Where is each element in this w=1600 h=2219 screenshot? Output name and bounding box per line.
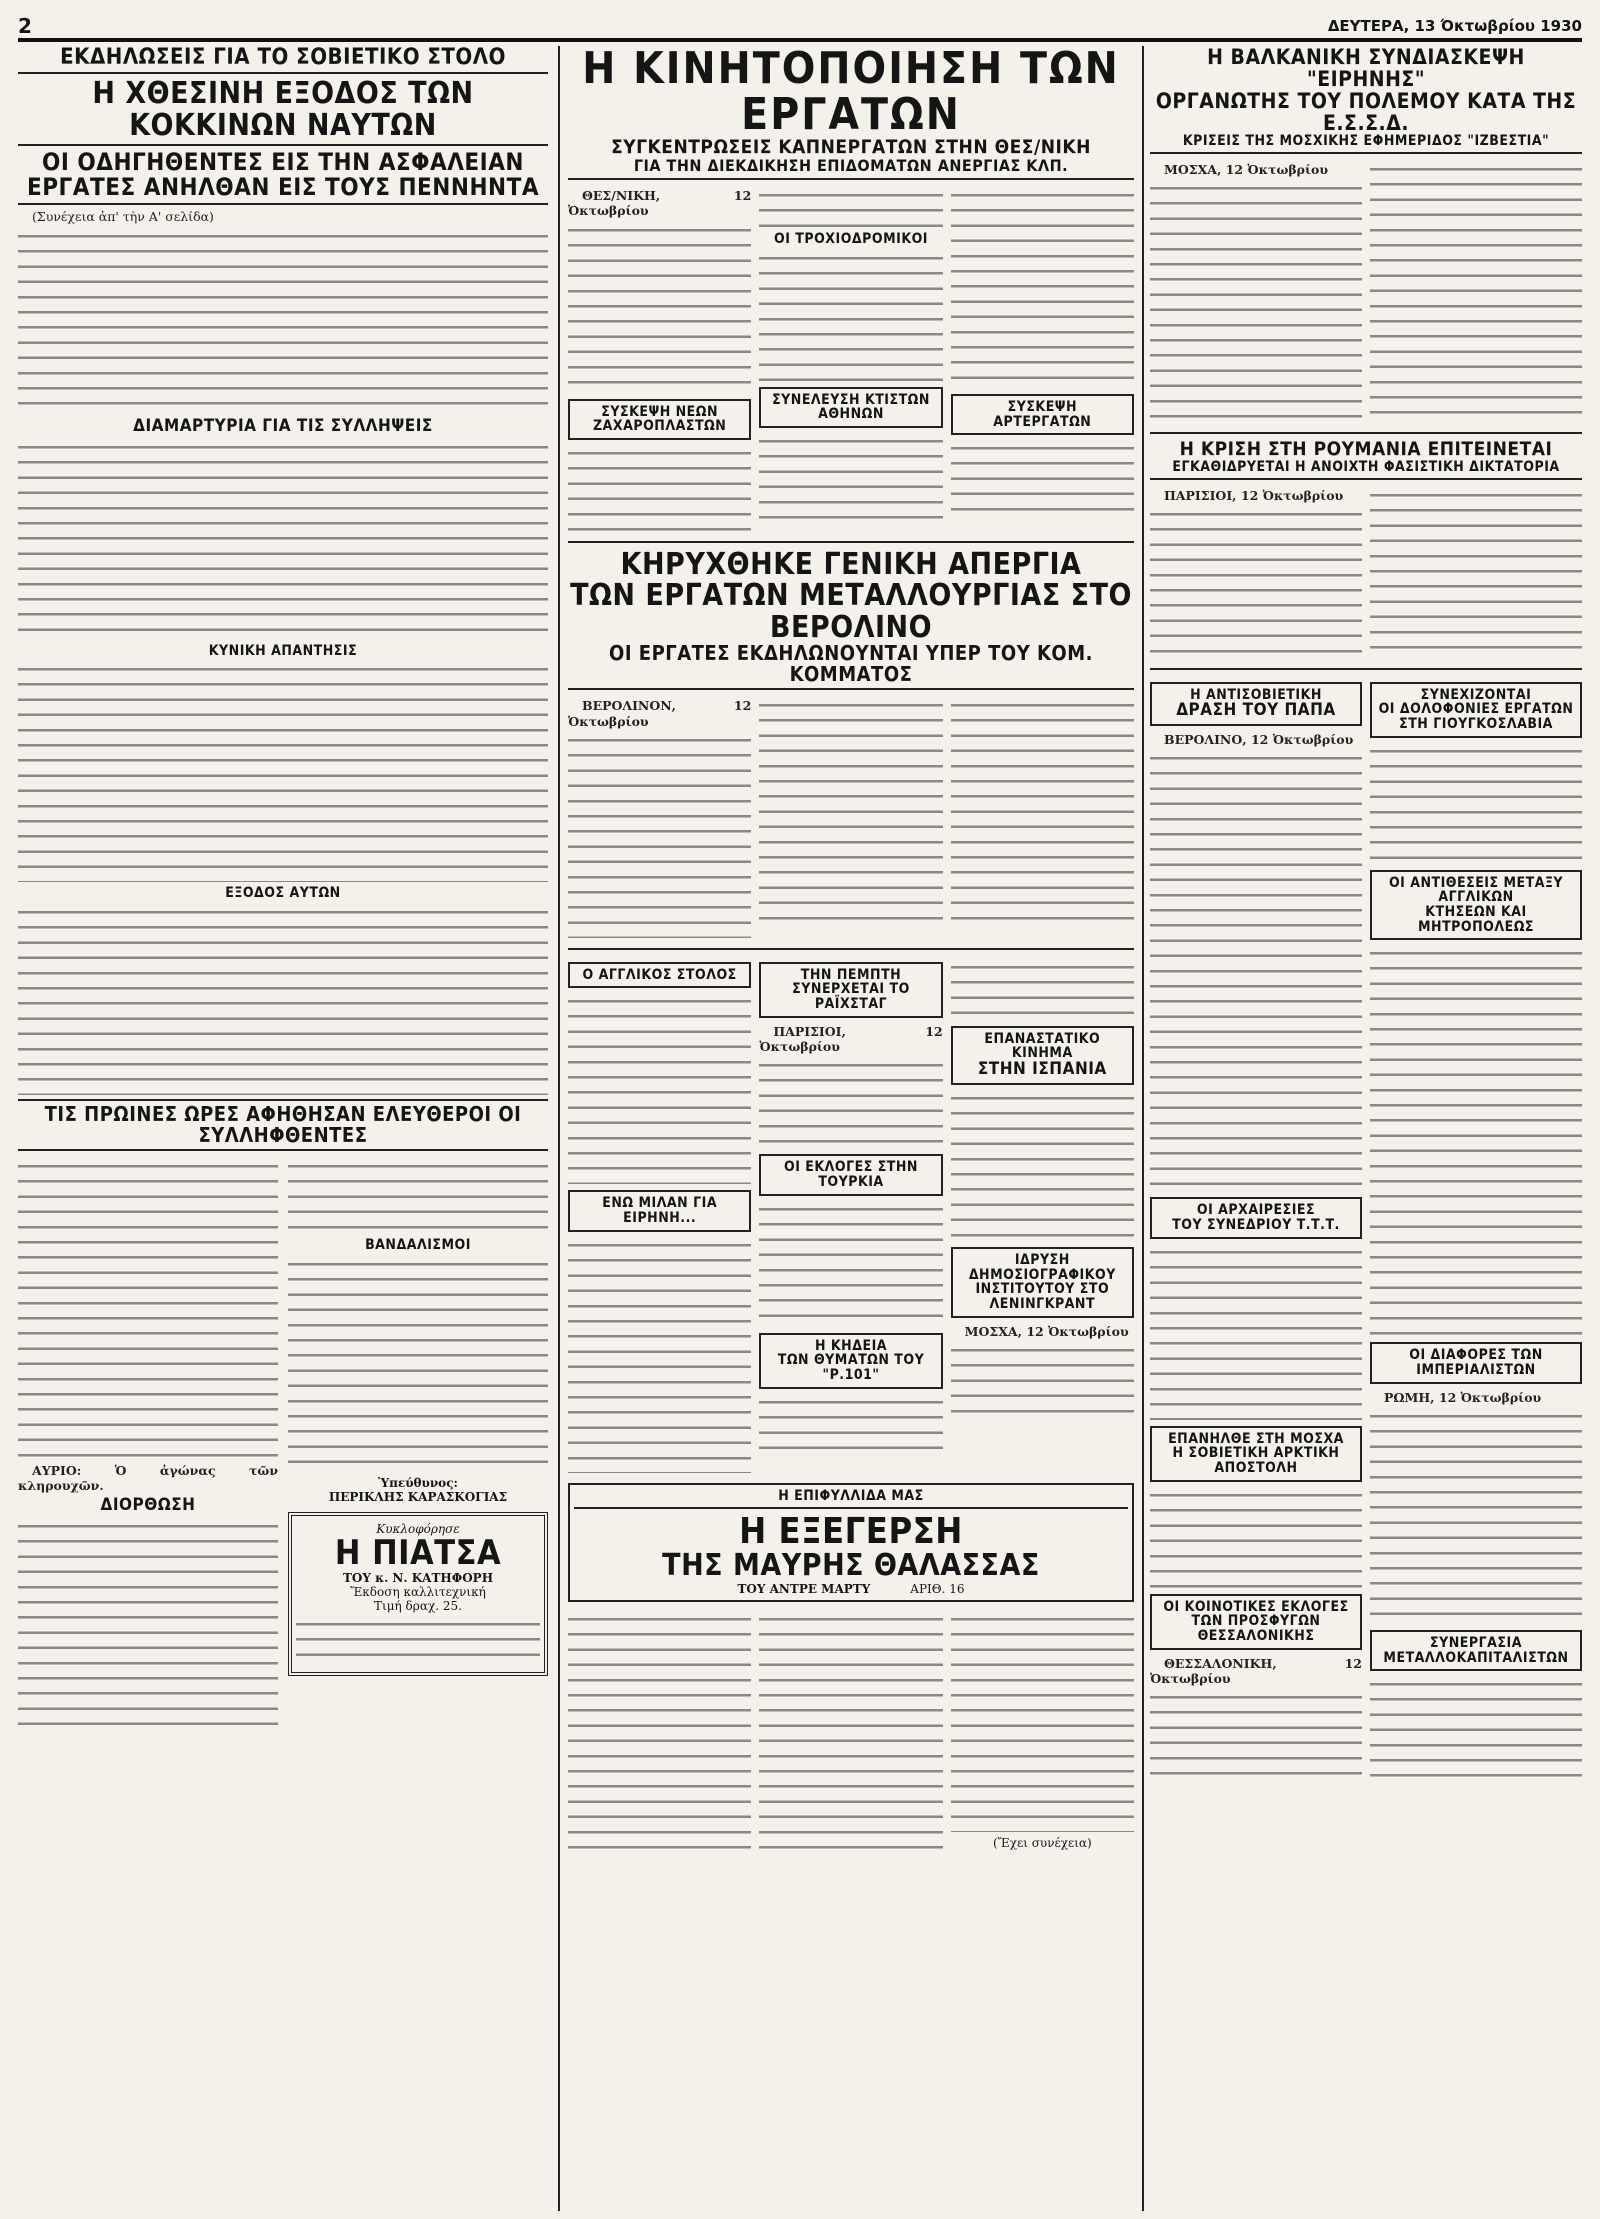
serial-author: ΤΟΥ ΑΝΤΡΕ ΜΑΡΤΥ — [737, 1581, 871, 1596]
subhead-english-possessions: ΟΙ ΑΝΤΙΘΕΣΕΙΣ ΜΕΤΑΞΥ ΑΓΓΛΙΚΩΝ — [1388, 874, 1564, 906]
serial-continue: (Ἔχει συνέχεια) — [992, 1835, 1092, 1850]
serial-kicker: Η ΕΠΙΦΥΛΛΙΔΑ ΜΑΣ — [574, 1489, 1128, 1509]
dateline-paris: ΠΑΡΙΣΙΟΙ, 12 Ὀκτωβρίου — [759, 1023, 943, 1055]
serial-title-2: ΤΗΣ ΜΑΥΡΗΣ ΘΑΛΑΣΣΑΣ — [662, 1548, 1040, 1584]
subhead-fascist-dictatorship: ΕΓΚΑΘΙΔΡΥΕΤΑΙ Η ΑΝΟΙΧΤΗ ΦΑΣΙΣΤΙΚΗ ΔΙΚΤΑΤΟΡΙΑ — [1150, 460, 1582, 480]
article-text-block — [18, 662, 548, 882]
subhead-correction: ΔΙΟΡΘΩΣΗ — [100, 1495, 196, 1516]
article-text-block — [759, 698, 942, 923]
dateline-thessaloniki: ΘΕΣΣΑΛΟΝΙΚΗ, 12 Ὀκτωβρίου — [1150, 1655, 1362, 1686]
editor-label: Ὑπεύθυνος: — [378, 1475, 458, 1490]
dateline-moscow: ΜΟΣΧΑ, 12 Ὀκτωβρίου — [964, 1323, 1129, 1339]
pope-box — [1150, 682, 1362, 727]
subhead-reichstag: ΣΥΝΕΡΧΕΤΑΙ ΤΟ ΡΑΪΧΣΤΑΓ — [792, 981, 910, 1013]
dateline-paris: ΠΑΡΙΣΙΟΙ, 12 Ὀκτωβρίου — [1164, 487, 1344, 503]
turkey-box — [759, 1154, 942, 1195]
subhead-thursday: ΤΗΝ ΠΕΜΠΤΗ — [800, 966, 902, 983]
article-text-block — [18, 440, 548, 640]
article-text-block — [568, 223, 751, 393]
subhead-community-elections: ΟΙ ΚΟΙΝΟΤΙΚΕΣ ΕΚΛΟΓΕΣ — [1163, 1598, 1349, 1615]
editor-name: ΠΕΡΙΚΛΗΣ ΚΑΡΑΣΚΟΓΙΑΣ — [328, 1489, 508, 1504]
subhead-journalism: ΙΔΡΥΣΗ ΔΗΜΟΣΙΟΓΡΑΦΙΚΟΥ — [968, 1252, 1116, 1283]
serial-number: ΑΡΙΘ. 16 — [910, 1581, 965, 1596]
subhead-spain: ΣΤΗΝ ΙΣΠΑΝΙΑ — [977, 1059, 1107, 1080]
headline-released: ΤΙΣ ΠΡΩΙΝΕΣ ΩΡΕΣ ΑΦΗΘΗΣΑΝ ΕΛΕΥΘΕΡΟΙ ΟΙ ΣΥΛΛΗΦΘΕΝΤΕΣ — [18, 1099, 548, 1151]
article-text-block — [951, 1612, 1134, 1832]
article-text-block — [951, 1343, 1134, 1413]
column-rule — [1142, 46, 1144, 2211]
subhead-yugoslavia: ΣΤΗ ΓΙΟΥΓΚΟΣΛΑΒΙΑ — [1399, 715, 1553, 732]
subhead-continuing: ΣΥΝΕΧΙΖΟΝΤΑΙ — [1420, 686, 1532, 703]
dateline-berlin: ΒΕΡΟΛΙΝΟΝ, 12 Ὀκτωβρίου — [568, 698, 752, 729]
subhead-vandalism: ΒΑΝΔΑΛΙΣΜΟΙ — [365, 1236, 471, 1253]
peace-box — [568, 1190, 751, 1231]
subhead-confectioners: ΣΥΣΚΕΨΗ ΝΕΩΝ ΖΑΧΑΡΟΠΛΑΣΤΩΝ — [593, 403, 727, 435]
headline-soviet-fleet: ΕΚΔΗΛΩΣΕΙΣ ΓΙΑ ΤΟ ΣΟΒΙΕΤΙΚΟ ΣΤΟΛΟ — [18, 46, 548, 74]
article-text-block — [18, 229, 548, 414]
divider — [1150, 432, 1582, 434]
article-text-block — [1370, 488, 1582, 658]
intro-line: (Συνέχεια ἀπ' τὴν Α' σελίδα) — [32, 209, 214, 225]
news-block — [1150, 676, 1582, 1792]
serial-text — [568, 1608, 1134, 1856]
article-text-block — [759, 1612, 942, 1852]
article-text-block — [1150, 507, 1362, 657]
column-middle — [568, 46, 1134, 2211]
page-header — [18, 14, 1582, 42]
article-text-block — [759, 251, 942, 381]
subhead-english-fleet: Ο ΑΓΓΛΙΚΟΣ ΣΤΟΛΟΣ — [582, 966, 737, 983]
article-text-block — [759, 1058, 942, 1148]
subhead-elections: ΟΙ ΑΡΧΑΙΡΕΣΙΕΣ — [1196, 1202, 1316, 1219]
subhead-imperialists: ΟΙ ΔΙΑΦΟΡΕΣ ΤΩΝ ΙΜΠΕΡΙΑΛΙΣΤΩΝ — [1409, 1347, 1543, 1378]
subhead-turkey: ΟΙ ΕΚΛΟΓΕΣ ΣΤΗΝ ΤΟΥΡΚΙΑ — [783, 1159, 918, 1190]
subhead-protest: ΔΙΑΜΑΡΤΥΡΙΑ ΓΙΑ ΤΙΣ ΣΥΛΛΗΨΕΙΣ — [133, 415, 433, 436]
ad-author: ΤΟΥ κ. Ν. ΚΑΤΗΦΟΡΗ — [342, 1571, 494, 1586]
article-text-block — [1150, 1488, 1362, 1588]
article-text-block — [568, 446, 751, 531]
subhead-arctic-mission: Η ΣΟΒΙΕΤΙΚΗ ΑΡΚΤΙΚΗ ΑΠΟΣΤΟΛΗ — [1172, 1445, 1340, 1476]
headline-balkan-conference: Η ΒΑΛΚΑΝΙΚΗ ΣΥΝΔΙΑΣΚΕΨΗ "ΕΙΡΗΝΗΣ" — [1207, 46, 1525, 92]
headline-war-organizer: ΟΡΓΑΝΩΤΗΣ ΤΟΥ ΠΟΛΕΜΟΥ ΚΑΤΑ ΤΗΣ Ε.Σ.Σ.Δ. — [1155, 89, 1577, 136]
headline-general-strike: ΚΗΡΥΧΘΗΚΕ ΓΕΝΙΚΗ ΑΠΕΡΓΙΑ — [620, 546, 1082, 582]
article-text-block — [1370, 744, 1582, 864]
column-rule — [558, 46, 560, 2211]
romania-article — [1150, 484, 1582, 662]
serial-box — [568, 1483, 1134, 1602]
subhead-leningrad: ΙΝΣΤΙΤΟΥΤΟΥ ΣΤΟ ΛΕΝΙΝΓΚΡΑΝΤ — [975, 1281, 1110, 1313]
article-text-block — [1370, 162, 1582, 422]
divider — [568, 948, 1134, 950]
article-text-block — [1150, 1690, 1362, 1775]
article-text-block — [288, 1159, 548, 1234]
imperialists-box — [1370, 1342, 1582, 1383]
strike-article — [568, 694, 1134, 941]
bishops-box — [1150, 1197, 1362, 1238]
sweets-notice-box — [568, 399, 751, 440]
subhead-unemployment: ΓΙΑ ΤΗΝ ΔΙΕΚΔΙΚΗΣΗ ΕΠΙΔΟΜΑΤΩΝ ΑΝΕΡΓΙΑΣ ΚΛΠ. — [568, 158, 1134, 180]
ad-edition: Ἔκδοση καλλιτεχνική — [350, 1585, 486, 1600]
serial-meta — [574, 1582, 1128, 1596]
subhead-pope: ΔΡΑΣΗ ΤΟΥ ΠΑΠΑ — [1176, 700, 1336, 721]
yugoslavia-box — [1370, 682, 1582, 738]
dateline-rome: ΡΩΜΗ, 12 Ὀκτωβρίου — [1384, 1389, 1542, 1405]
article-text-block — [951, 960, 1134, 1020]
serial-title-1: Η ΕΞΕΓΕΡΣΗ — [739, 1510, 963, 1552]
ad-title: Η ΠΙΑΤΣΑ — [334, 1532, 502, 1573]
article-text-block — [568, 733, 751, 938]
book-advertisement — [288, 1512, 548, 1677]
column-right — [1150, 46, 1582, 2211]
article-text-block — [951, 188, 1134, 388]
subhead-revolutionary: ΕΠΑΝΑΣΤΑΤΙΚΟ ΚΙΝΗΜΑ — [984, 1030, 1101, 1062]
funeral-box — [759, 1333, 942, 1389]
antithesis-box — [1370, 870, 1582, 941]
subhead-anti-soviet: Η ΑΝΤΙΣΟΒΙΕΤΙΚΗ — [1190, 686, 1322, 703]
bakers-notice-box — [951, 394, 1134, 435]
headline-arrested-workers: ΟΙ ΟΔΗΓΗΘΕΝΤΕΣ ΕΙΣ ΤΗΝ ΑΣΦΑΛΕΙΑΝ ΕΡΓΑΤΕΣ ΑΝΗΛΘΑΝ ΕΙΣ ΤΟΥΣ ΠΕΝΝΗΝΤΑ — [18, 150, 548, 205]
article-text-block — [1370, 1409, 1582, 1624]
subhead-cartel: ΣΥΝΕΡΓΑΣΙΑ ΜΕΤΑΛΛΟΚΑΠΙΤΑΛΙΣΤΩΝ — [1383, 1634, 1569, 1666]
article-text-block — [568, 1612, 751, 1852]
news-block — [568, 956, 1134, 1477]
arctic-box — [1150, 1426, 1362, 1482]
subhead-their-release: ΕΞΟΔΟΣ ΑΥΤΩΝ — [225, 885, 341, 902]
article-text-block — [759, 1202, 942, 1327]
subhead-tobacco-workers: ΣΥΓΚΕΝΤΡΩΣΕΙΣ ΚΑΠΝΕΡΓΑΤΩΝ ΣΤΗΝ ΘΕΣ/ΝΙΚΗ — [611, 136, 1091, 159]
tomorrow-note: ΑΥΡΙΟ: Ὁ ἀγώνας τῶν κληρουχῶν. — [18, 1462, 278, 1494]
dateline: ΔΕΥΤΕΡΑ, 13 Όκτωβρίου 1930 — [1327, 17, 1582, 35]
subhead-funeral: Η ΚΗΔΕΙΑ — [814, 1337, 887, 1354]
article-text-block — [288, 1257, 548, 1472]
article-text-block — [568, 1238, 751, 1473]
builders-notice-box — [759, 387, 942, 428]
subhead-congress: ΤΟΥ ΣΥΝΕΔΡΙΟΥ Τ.Τ.Τ. — [1172, 1216, 1340, 1233]
subhead-izvestia: ΚΡΙΣΕΙΣ ΤΗΣ ΜΟΣΧΙΚΗΣ ΕΦΗΜΕΡΙΔΟΣ "ΙΖΒΕΣΤΙΑ" — [1150, 134, 1582, 154]
headline-mobilization: Η ΚΙΝΗΤΟΠΟΙΗΣΗ ΤΩΝ ΕΡΓΑΤΩΝ — [582, 46, 1120, 141]
headline-red-sailors: Η ΧΘΕΣΙΝΗ ΕΞΟΔΟΣ ΤΩΝ ΚΟΚΚΙΝΩΝ ΝΑΥΤΩΝ — [18, 78, 548, 146]
subhead-trolley: ΟΙ ΤΡΟΧΙΟΔΡΟΜΙΚΟΙ — [774, 231, 928, 248]
subhead-refugees: ΤΩΝ ΠΡΟΣΦΥΓΩΝ ΘΕΣΣΑΛΟΝΙΚΗΣ — [1191, 1613, 1321, 1645]
article-text-block — [18, 1519, 278, 1729]
spain-box — [951, 1026, 1134, 1085]
two-column-block — [18, 1155, 548, 1733]
page-number: 2 — [18, 14, 32, 38]
fleet-box — [568, 962, 751, 989]
article-text-block — [951, 1091, 1134, 1241]
headline-metal-workers: ΤΩΝ ΕΡΓΑΤΩΝ ΜΕΤΑΛΛΟΥΡΓΙΑΣ ΣΤΟ ΒΕΡΟΛΙΝΟ — [570, 578, 1132, 645]
article-text-block — [759, 434, 942, 529]
three-column-block — [568, 184, 1134, 535]
subhead-cynical-answer: ΚΥΝΙΚΗ ΑΠΑΝΤΗΣΙΣ — [208, 642, 358, 659]
article-text-block — [1370, 946, 1582, 1336]
cartel-box — [1370, 1630, 1582, 1671]
article-text-block — [1370, 1677, 1582, 1787]
ad-text-block — [296, 1617, 540, 1662]
article-text-block — [18, 1159, 278, 1459]
column-left — [18, 46, 548, 2211]
article-text-block — [759, 1395, 942, 1455]
institute-box — [951, 1247, 1134, 1318]
subhead-r101: ΤΩΝ ΘΥΜΑΤΩΝ ΤΟΥ "Ρ.101" — [777, 1352, 925, 1384]
article-text-block — [1150, 1245, 1362, 1420]
article-text-block — [1150, 751, 1362, 1191]
article-text-block — [759, 188, 942, 228]
dateline-berlin: ΒΕΡΟΛΙΝΟ, 12 Ὀκτωβρίου — [1164, 732, 1354, 748]
headline-romania-crisis: Η ΚΡΙΣΗ ΣΤΗ ΡΟΥΜΑΝΙΑ ΕΠΙΤΕΙΝΕΤΑΙ — [1179, 437, 1553, 460]
subhead-bakers: ΣΥΣΚΕΨΗ ΑΡΤΕΡΓΑΤΩΝ — [993, 399, 1092, 430]
ad-price: Τιμή δραχ. 25. — [374, 1599, 462, 1614]
balkan-article — [1150, 158, 1582, 426]
dateline-moscow: ΜΟΣΧΑ, 12 Ὀκτωβρίου — [1164, 161, 1329, 177]
article-text-block — [568, 994, 751, 1184]
subhead-builders: ΣΥΝΕΛΕΥΣΗ ΚΤΙΣΤΩΝ ΑΘΗΝΩΝ — [772, 391, 930, 423]
divider — [1150, 668, 1582, 670]
article-text-block — [951, 441, 1134, 516]
subhead-communist-party: ΟΙ ΕΡΓΑΤΕΣ ΕΚΔΗΛΩΝΟΥΝΤΑΙ ΥΠΕΡ ΤΟΥ ΚΟΜ. ΚΟΜΜΑΤΟΣ — [568, 643, 1134, 690]
dateline-thessaloniki: ΘΕΣ/ΝΙΚΗ, 12 Ὀκτωβρίου — [568, 188, 752, 219]
article-text-block — [1150, 181, 1362, 421]
article-text-block — [951, 698, 1134, 923]
divider — [568, 541, 1134, 543]
subhead-murders: ΟΙ ΔΟΛΟΦΟΝΙΕΣ ΕΡΓΑΤΩΝ — [1378, 701, 1574, 718]
community-box — [1150, 1594, 1362, 1650]
article-text-block — [18, 905, 548, 1095]
ad-kicker: Κυκλοφόρησε — [376, 1521, 460, 1536]
subhead-metropolis: ΚΤΗΣΕΩΝ ΚΑΙ ΜΗΤΡΟΠΟΛΕΩΣ — [1417, 903, 1535, 935]
subhead-peace: ΕΝΩ ΜΙΛΑΝ ΓΙΑ ΕΙΡΗΝΗ... — [602, 1195, 718, 1227]
reichstag-box — [759, 962, 942, 1018]
subhead-returned-moscow: ΕΠΑΝΗΛΘΕ ΣΤΗ ΜΟΣΧΑ — [1168, 1430, 1344, 1447]
